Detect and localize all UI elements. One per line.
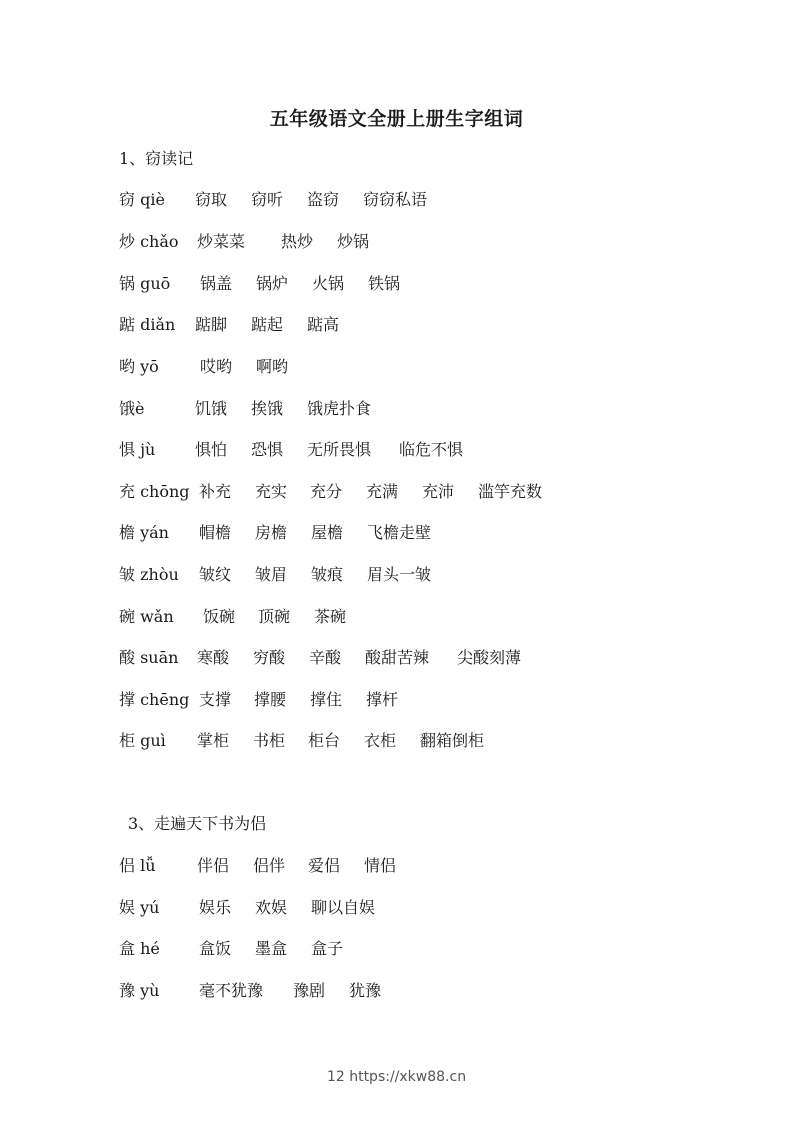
word: 欢娱	[255, 898, 288, 917]
page-footer: 12 https://xkw88.cn	[326, 1069, 467, 1085]
word: 踮起	[251, 315, 284, 334]
word: 无所畏惧	[307, 440, 372, 459]
word: 铁锅	[368, 274, 401, 293]
word: 娱乐	[199, 898, 232, 917]
word: 皱纹	[199, 565, 232, 584]
character-pinyin: 檐 yán	[119, 523, 169, 542]
word: 撑住	[310, 690, 343, 709]
character-pinyin: 盒 hé	[119, 939, 160, 958]
word: 墨盒	[255, 939, 288, 958]
word: 寒酸	[197, 648, 230, 667]
word: 热炒	[281, 232, 314, 251]
character-pinyin: 酸 suān	[119, 648, 179, 667]
word: 惧怕	[195, 440, 228, 459]
word: 临危不惧	[399, 440, 464, 459]
word: 滥竽充数	[478, 482, 543, 501]
word: 盒饭	[199, 939, 232, 958]
word: 窃窃私语	[363, 190, 428, 209]
character-pinyin: 哟 yō	[119, 357, 159, 376]
word: 补充	[199, 482, 232, 501]
character-pinyin: 娱 yú	[119, 898, 160, 917]
word: 酸甜苦辣	[365, 648, 430, 667]
character-pinyin: 柜 guì	[119, 731, 166, 750]
word: 踮脚	[195, 315, 228, 334]
character-pinyin: 皱 zhòu	[119, 565, 179, 584]
word: 锅炉	[256, 274, 289, 293]
word: 帽檐	[199, 523, 232, 542]
word: 皱痕	[311, 565, 344, 584]
word: 充实	[255, 482, 288, 501]
word: 聊以自娱	[311, 898, 376, 917]
character-pinyin: 锅 guō	[119, 274, 171, 293]
word: 皱眉	[255, 565, 288, 584]
word: 毫不犹豫	[199, 981, 264, 1000]
word: 爱侣	[308, 856, 341, 875]
word: 顶碗	[258, 607, 291, 626]
word: 踮高	[307, 315, 340, 334]
word: 火锅	[312, 274, 345, 293]
word: 掌柜	[197, 731, 230, 750]
word: 锅盖	[200, 274, 233, 293]
word: 衣柜	[364, 731, 397, 750]
word: 侣伴	[253, 856, 286, 875]
word: 眉头一皱	[367, 565, 432, 584]
word: 辛酸	[309, 648, 342, 667]
word: 炒菜菜	[197, 232, 246, 251]
character-pinyin: 撑 chēng	[119, 690, 190, 709]
word: 飞檐走壁	[367, 523, 432, 542]
word: 炒锅	[337, 232, 370, 251]
character-pinyin: 踮 diǎn	[119, 315, 176, 334]
word: 饿虎扑食	[307, 399, 372, 418]
word: 饥饿	[195, 399, 228, 418]
character-pinyin: 充 chōng	[119, 482, 190, 501]
word: 犹豫	[349, 981, 382, 1000]
character-pinyin: 窃 qiè	[119, 190, 165, 209]
word: 翻箱倒柜	[420, 731, 485, 750]
word: 充满	[366, 482, 399, 501]
word: 情侣	[364, 856, 397, 875]
word: 豫剧	[293, 981, 326, 1000]
section-heading: 1、窃读记	[119, 149, 194, 168]
word: 撑杆	[366, 690, 399, 709]
word: 书柜	[253, 731, 286, 750]
character-pinyin: 惧 jù	[119, 440, 156, 459]
word: 窃取	[195, 190, 228, 209]
word: 茶碗	[314, 607, 347, 626]
word: 窃听	[251, 190, 284, 209]
word: 撑腰	[254, 690, 287, 709]
word: 饭碗	[203, 607, 236, 626]
word: 屋檐	[311, 523, 344, 542]
word: 房檐	[255, 523, 288, 542]
character-pinyin: 饿è	[119, 399, 145, 418]
word: 哎哟	[200, 357, 233, 376]
character-pinyin: 豫 yù	[119, 981, 160, 1000]
word: 盗窃	[307, 190, 340, 209]
word: 伴侣	[197, 856, 230, 875]
word: 挨饿	[251, 399, 284, 418]
character-pinyin: 碗 wǎn	[119, 607, 174, 626]
word: 尖酸刻薄	[457, 648, 522, 667]
word: 盒子	[311, 939, 344, 958]
character-pinyin: 炒 chǎo	[119, 232, 179, 251]
word: 穷酸	[253, 648, 286, 667]
word: 支撑	[199, 690, 232, 709]
word: 柜台	[308, 731, 341, 750]
word: 充沛	[422, 482, 455, 501]
section-heading: 3、走遍天下书为侣	[128, 814, 267, 833]
word: 恐惧	[251, 440, 284, 459]
character-pinyin: 侣 lǚ	[119, 856, 156, 875]
word: 啊哟	[256, 357, 289, 376]
page-title: 五年级语文全册上册生字组词	[269, 108, 524, 130]
word: 充分	[310, 482, 343, 501]
